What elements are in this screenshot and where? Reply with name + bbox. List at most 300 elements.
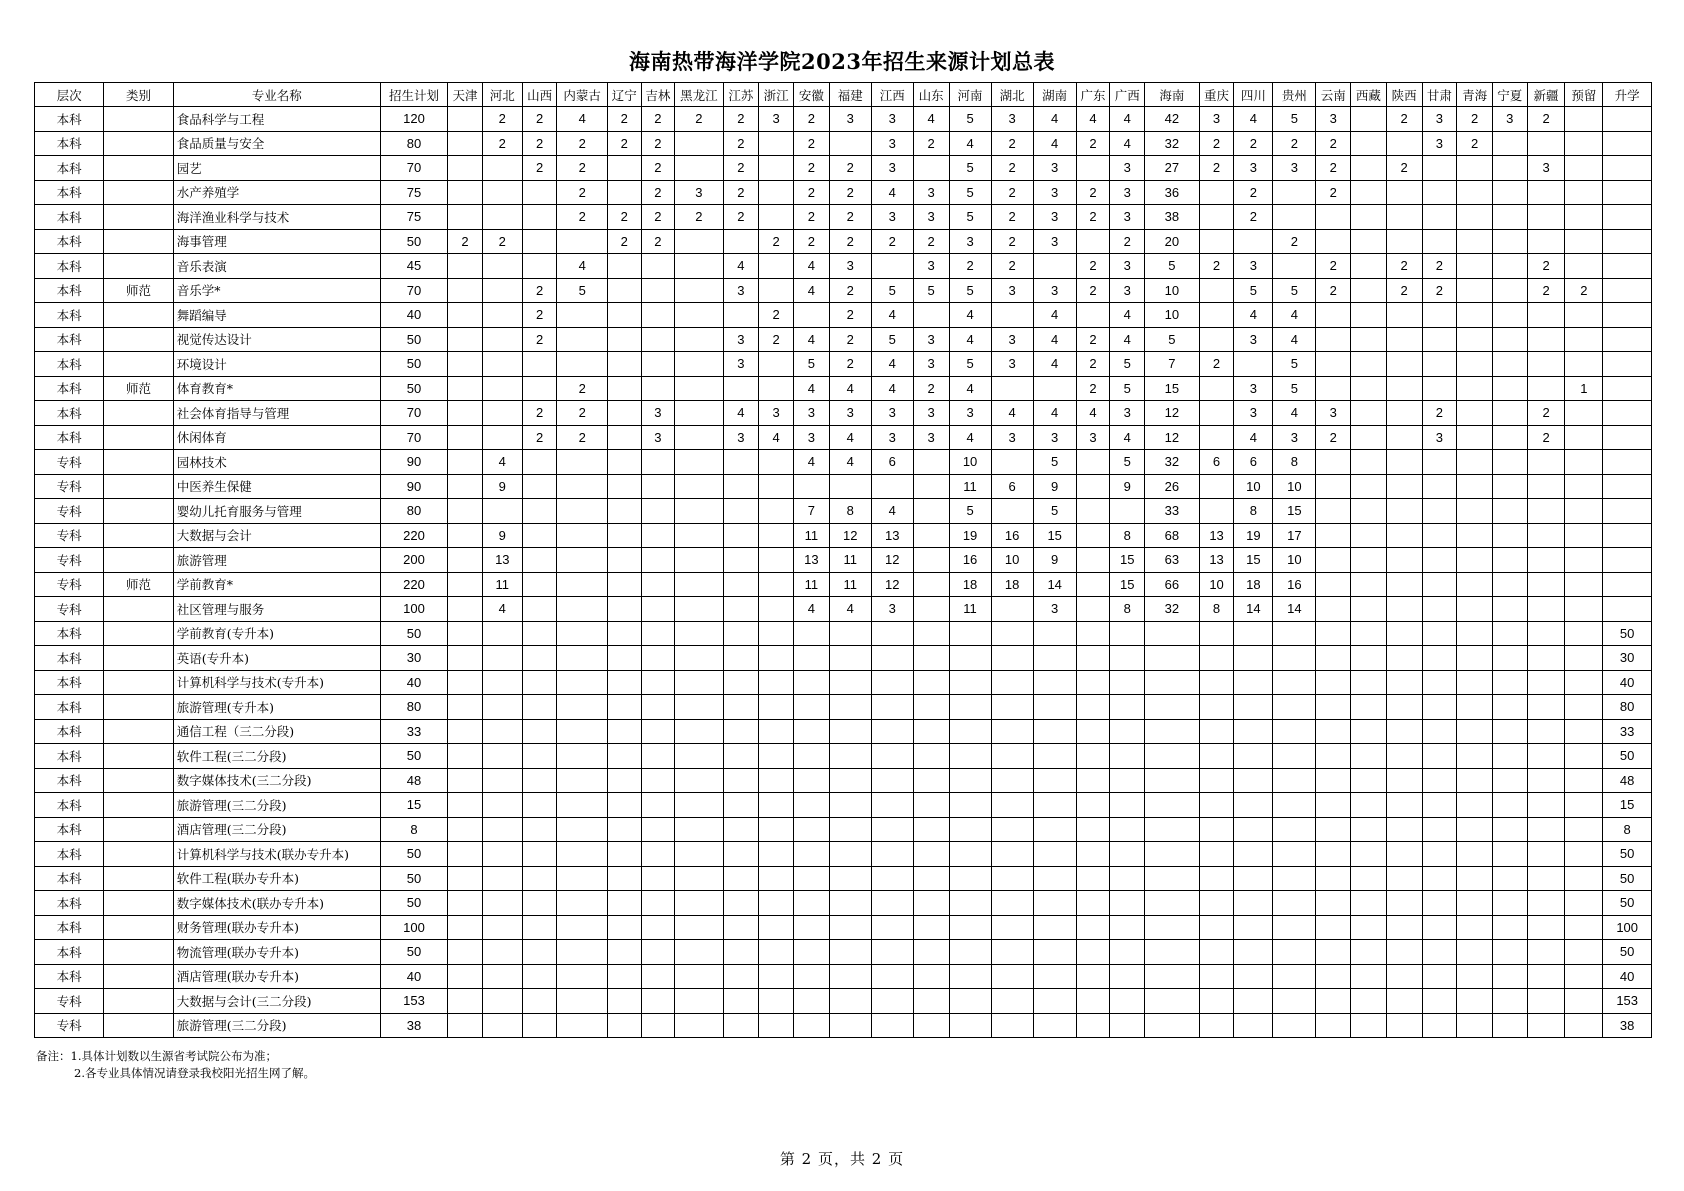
table-cell: 5: [1273, 278, 1316, 303]
table-cell: [829, 891, 871, 916]
table-cell: 10: [949, 450, 991, 475]
table-cell: 10: [991, 548, 1033, 573]
table-cell: [1076, 989, 1110, 1014]
table-cell: [448, 842, 483, 867]
table-cell: 本科: [35, 768, 104, 793]
table-cell: [949, 989, 991, 1014]
table-cell: [1565, 303, 1603, 328]
table-cell: [482, 817, 522, 842]
table-cell: [1457, 695, 1493, 720]
table-cell: [522, 719, 557, 744]
table-cell: [557, 940, 607, 965]
table-cell: 园林技术: [173, 450, 380, 475]
table-cell: [482, 278, 522, 303]
table-cell: [675, 278, 723, 303]
table-cell: [675, 915, 723, 940]
table-cell: [448, 817, 483, 842]
table-cell: [1603, 205, 1652, 230]
table-cell: 3: [829, 401, 871, 426]
table-cell: 专科: [35, 597, 104, 622]
table-cell: [607, 989, 641, 1014]
table-cell: 30: [1603, 646, 1652, 671]
table-cell: [1351, 768, 1387, 793]
table-cell: 2: [793, 107, 829, 132]
table-cell: [1316, 1013, 1351, 1038]
table-cell: [871, 670, 913, 695]
table-cell: [1527, 719, 1565, 744]
table-cell: [522, 695, 557, 720]
table-cell: [793, 695, 829, 720]
table-cell: [1457, 254, 1493, 279]
table-cell: [1565, 989, 1603, 1014]
table-cell: [1199, 180, 1234, 205]
table-cell: [1527, 940, 1565, 965]
table-cell: 3: [759, 401, 794, 426]
table-cell: 2: [557, 205, 607, 230]
table-cell: [1492, 450, 1527, 475]
table-cell: [607, 891, 641, 916]
table-cell: [1351, 499, 1387, 524]
table-cell: [104, 719, 173, 744]
table-cell: [641, 376, 675, 401]
table-cell: [793, 670, 829, 695]
table-cell: [1565, 572, 1603, 597]
table-cell: 3: [991, 107, 1033, 132]
table-cell: 3: [949, 401, 991, 426]
table-cell: [1316, 793, 1351, 818]
table-cell: 9: [482, 474, 522, 499]
table-row: [35, 891, 1652, 916]
table-cell: [675, 131, 723, 156]
table-cell: [1422, 474, 1457, 499]
table-cell: [1273, 646, 1316, 671]
table-cell: [871, 891, 913, 916]
table-cell: [1351, 670, 1387, 695]
table-cell: 2: [641, 229, 675, 254]
table-cell: [104, 744, 173, 769]
table-cell: 4: [871, 499, 913, 524]
column-header: 浙江: [759, 83, 794, 107]
table-cell: [522, 205, 557, 230]
table-cell: [1492, 964, 1527, 989]
table-cell: [482, 621, 522, 646]
table-cell: [829, 744, 871, 769]
table-cell: [448, 744, 483, 769]
table-cell: [1422, 866, 1457, 891]
table-cell: [1351, 278, 1387, 303]
table-cell: [1033, 254, 1076, 279]
table-cell: 3: [1110, 401, 1145, 426]
table-cell: [557, 1013, 607, 1038]
table-cell: [557, 866, 607, 891]
table-cell: [1234, 866, 1273, 891]
table-cell: 2: [1316, 131, 1351, 156]
table-cell: [1316, 940, 1351, 965]
table-cell: 2: [1527, 254, 1565, 279]
table-cell: [104, 891, 173, 916]
table-cell: [557, 891, 607, 916]
table-cell: 50: [380, 376, 447, 401]
table-cell: [1565, 744, 1603, 769]
table-cell: [675, 793, 723, 818]
table-cell: 大数据与会计: [173, 523, 380, 548]
table-cell: [793, 940, 829, 965]
table-cell: [1565, 597, 1603, 622]
table-cell: [482, 254, 522, 279]
table-cell: [991, 376, 1033, 401]
column-header: 江苏: [723, 83, 759, 107]
table-cell: [1603, 303, 1652, 328]
table-cell: 园艺: [173, 156, 380, 181]
table-cell: [1076, 744, 1110, 769]
table-cell: [448, 768, 483, 793]
table-cell: [1386, 499, 1422, 524]
table-cell: 4: [793, 450, 829, 475]
table-cell: 2: [991, 205, 1033, 230]
table-cell: 70: [380, 278, 447, 303]
table-cell: [1422, 891, 1457, 916]
column-header: 预留: [1565, 83, 1603, 107]
table-cell: [1199, 768, 1234, 793]
table-cell: 6: [1199, 450, 1234, 475]
table-cell: 婴幼儿托育服务与管理: [173, 499, 380, 524]
table-cell: 2: [1234, 180, 1273, 205]
table-cell: [759, 205, 794, 230]
table-cell: 2: [641, 131, 675, 156]
table-cell: [871, 719, 913, 744]
table-cell: [1145, 1013, 1200, 1038]
table-cell: 2: [1234, 131, 1273, 156]
table-cell: [675, 376, 723, 401]
table-cell: 5: [949, 156, 991, 181]
table-cell: [1492, 303, 1527, 328]
table-cell: [871, 817, 913, 842]
column-header: 辽宁: [607, 83, 641, 107]
table-cell: [641, 646, 675, 671]
table-cell: [1457, 376, 1493, 401]
column-header: 西藏: [1351, 83, 1387, 107]
table-cell: [723, 817, 759, 842]
column-header: 重庆: [1199, 83, 1234, 107]
table-cell: [641, 523, 675, 548]
table-cell: [723, 915, 759, 940]
table-cell: 5: [1110, 352, 1145, 377]
table-cell: [1565, 768, 1603, 793]
table-row: [35, 156, 1652, 181]
table-cell: [675, 817, 723, 842]
table-cell: 153: [380, 989, 447, 1014]
table-cell: 17: [1273, 523, 1316, 548]
table-cell: [1457, 744, 1493, 769]
table-cell: 旅游管理: [173, 548, 380, 573]
table-cell: [641, 989, 675, 1014]
table-cell: 学前教育*: [173, 572, 380, 597]
column-header: 安徽: [793, 83, 829, 107]
table-cell: [1422, 548, 1457, 573]
table-cell: [1457, 646, 1493, 671]
table-cell: [1492, 131, 1527, 156]
table-cell: [1234, 793, 1273, 818]
table-cell: 48: [380, 768, 447, 793]
table-cell: 3: [871, 597, 913, 622]
table-cell: [913, 474, 949, 499]
table-cell: [723, 621, 759, 646]
table-cell: 2: [522, 278, 557, 303]
table-cell: [913, 156, 949, 181]
table-cell: [675, 229, 723, 254]
table-cell: [104, 474, 173, 499]
table-cell: 19: [1234, 523, 1273, 548]
table-cell: 2: [793, 229, 829, 254]
table-cell: [1273, 719, 1316, 744]
table-cell: [641, 352, 675, 377]
table-cell: 26: [1145, 474, 1200, 499]
table-cell: [1565, 842, 1603, 867]
table-cell: 8: [829, 499, 871, 524]
table-cell: 50: [1603, 891, 1652, 916]
table-cell: [1492, 254, 1527, 279]
table-cell: 旅游管理(专升本): [173, 695, 380, 720]
table-cell: [1199, 817, 1234, 842]
table-cell: 2: [759, 303, 794, 328]
table-cell: [1076, 768, 1110, 793]
table-cell: [1110, 915, 1145, 940]
table-cell: [1273, 621, 1316, 646]
table-cell: 45: [380, 254, 447, 279]
table-cell: 220: [380, 523, 447, 548]
table-cell: [1234, 842, 1273, 867]
table-cell: 3: [1234, 327, 1273, 352]
table-cell: [913, 499, 949, 524]
table-cell: [723, 866, 759, 891]
table-cell: 2: [829, 303, 871, 328]
table-cell: [1565, 891, 1603, 916]
table-cell: [1234, 915, 1273, 940]
table-cell: [1527, 964, 1565, 989]
table-cell: [759, 866, 794, 891]
table-cell: [607, 548, 641, 573]
table-cell: 100: [1603, 915, 1652, 940]
table-cell: [949, 646, 991, 671]
table-cell: [1386, 866, 1422, 891]
table-cell: [1457, 940, 1493, 965]
table-cell: 2: [1527, 278, 1565, 303]
table-cell: [522, 670, 557, 695]
table-cell: [1386, 180, 1422, 205]
table-cell: [557, 499, 607, 524]
table-cell: [1492, 572, 1527, 597]
table-cell: [104, 548, 173, 573]
page-footer: 第 2 页，共 2 页: [779, 1150, 905, 1168]
table-cell: [448, 156, 483, 181]
table-row: [35, 548, 1652, 573]
table-cell: [1386, 572, 1422, 597]
table-cell: [759, 180, 794, 205]
table-cell: 11: [793, 523, 829, 548]
table-cell: [1565, 401, 1603, 426]
table-cell: [557, 303, 607, 328]
table-cell: [759, 352, 794, 377]
table-cell: [871, 915, 913, 940]
table-cell: [1603, 156, 1652, 181]
table-cell: [607, 425, 641, 450]
table-cell: [759, 842, 794, 867]
table-row: [35, 303, 1652, 328]
table-cell: [1386, 474, 1422, 499]
table-cell: 2: [1076, 278, 1110, 303]
table-row: [35, 425, 1652, 450]
table-cell: [1199, 205, 1234, 230]
table-cell: [1273, 891, 1316, 916]
column-header: 天津: [448, 83, 483, 107]
table-cell: [1351, 376, 1387, 401]
table-cell: [991, 793, 1033, 818]
table-cell: [522, 866, 557, 891]
table-row: [35, 327, 1652, 352]
table-cell: 体育教育*: [173, 376, 380, 401]
table-cell: [759, 744, 794, 769]
table-cell: [448, 278, 483, 303]
table-cell: [1110, 817, 1145, 842]
table-cell: [871, 989, 913, 1014]
table-cell: 本科: [35, 670, 104, 695]
table-cell: [1351, 450, 1387, 475]
table-cell: [641, 744, 675, 769]
table-cell: 2: [522, 401, 557, 426]
table-row: [35, 352, 1652, 377]
table-cell: [522, 499, 557, 524]
table-cell: [1386, 621, 1422, 646]
table-cell: [759, 768, 794, 793]
table-cell: [522, 646, 557, 671]
table-cell: [793, 621, 829, 646]
table-cell: [607, 156, 641, 181]
table-cell: 食品质量与安全: [173, 131, 380, 156]
table-cell: [829, 989, 871, 1014]
table-cell: [104, 425, 173, 450]
table-cell: [1603, 523, 1652, 548]
table-cell: 80: [380, 695, 447, 720]
table-cell: [641, 768, 675, 793]
table-cell: [829, 793, 871, 818]
table-cell: [675, 964, 723, 989]
table-cell: 7: [1145, 352, 1200, 377]
table-cell: [1492, 205, 1527, 230]
table-cell: 5: [949, 278, 991, 303]
table-cell: [641, 964, 675, 989]
table-cell: [1033, 670, 1076, 695]
table-cell: [1316, 548, 1351, 573]
table-cell: 3: [1316, 401, 1351, 426]
table-cell: [675, 695, 723, 720]
table-cell: [723, 572, 759, 597]
table-cell: [1492, 376, 1527, 401]
table-cell: [1603, 597, 1652, 622]
table-cell: [1386, 793, 1422, 818]
table-cell: [1351, 989, 1387, 1014]
table-cell: [1492, 744, 1527, 769]
table-cell: [829, 621, 871, 646]
table-cell: 本科: [35, 327, 104, 352]
table-cell: [1527, 621, 1565, 646]
table-cell: 2: [723, 180, 759, 205]
table-cell: [991, 768, 1033, 793]
table-cell: [1527, 523, 1565, 548]
table-cell: [1422, 523, 1457, 548]
column-header: 湖北: [991, 83, 1033, 107]
table-cell: 本科: [35, 107, 104, 132]
table-cell: [641, 450, 675, 475]
table-cell: 2: [1110, 229, 1145, 254]
table-cell: [991, 450, 1033, 475]
table-cell: [1527, 548, 1565, 573]
table-cell: [1603, 278, 1652, 303]
table-cell: 2: [1273, 131, 1316, 156]
table-cell: [1199, 474, 1234, 499]
table-row: [35, 621, 1652, 646]
table-cell: 16: [949, 548, 991, 573]
table-cell: 50: [380, 327, 447, 352]
table-cell: [1033, 695, 1076, 720]
table-cell: [482, 401, 522, 426]
table-cell: [1199, 278, 1234, 303]
column-header: 吉林: [641, 83, 675, 107]
table-cell: 4: [1110, 131, 1145, 156]
table-cell: [522, 523, 557, 548]
table-row: [35, 817, 1652, 842]
table-cell: [723, 646, 759, 671]
table-cell: 3: [793, 425, 829, 450]
table-cell: [1273, 695, 1316, 720]
table-cell: [1492, 499, 1527, 524]
table-cell: [1316, 989, 1351, 1014]
table-cell: 120: [380, 107, 447, 132]
table-cell: [641, 474, 675, 499]
table-cell: [1316, 915, 1351, 940]
table-cell: [1565, 352, 1603, 377]
table-cell: 7: [793, 499, 829, 524]
table-cell: 33: [380, 719, 447, 744]
table-cell: 2: [675, 205, 723, 230]
table-cell: [1234, 229, 1273, 254]
table-cell: 14: [1033, 572, 1076, 597]
table-cell: 4: [1234, 303, 1273, 328]
table-cell: [1457, 891, 1493, 916]
table-row: [35, 842, 1652, 867]
table-cell: 15: [1603, 793, 1652, 818]
table-cell: 数字媒体技术(联办专升本): [173, 891, 380, 916]
table-cell: [522, 817, 557, 842]
table-cell: [1386, 401, 1422, 426]
table-cell: [1422, 499, 1457, 524]
table-cell: [1234, 621, 1273, 646]
table-cell: 13: [482, 548, 522, 573]
table-cell: [1386, 719, 1422, 744]
table-cell: [723, 450, 759, 475]
enrollment-plan-table: [34, 82, 1652, 1038]
table-cell: 2: [991, 254, 1033, 279]
table-cell: [829, 964, 871, 989]
table-cell: [675, 768, 723, 793]
table-cell: 3: [949, 229, 991, 254]
table-cell: [1386, 646, 1422, 671]
table-cell: 20: [1145, 229, 1200, 254]
table-cell: 4: [1033, 327, 1076, 352]
table-cell: [1457, 964, 1493, 989]
table-cell: [557, 450, 607, 475]
table-cell: 水产养殖学: [173, 180, 380, 205]
table-cell: [723, 1013, 759, 1038]
